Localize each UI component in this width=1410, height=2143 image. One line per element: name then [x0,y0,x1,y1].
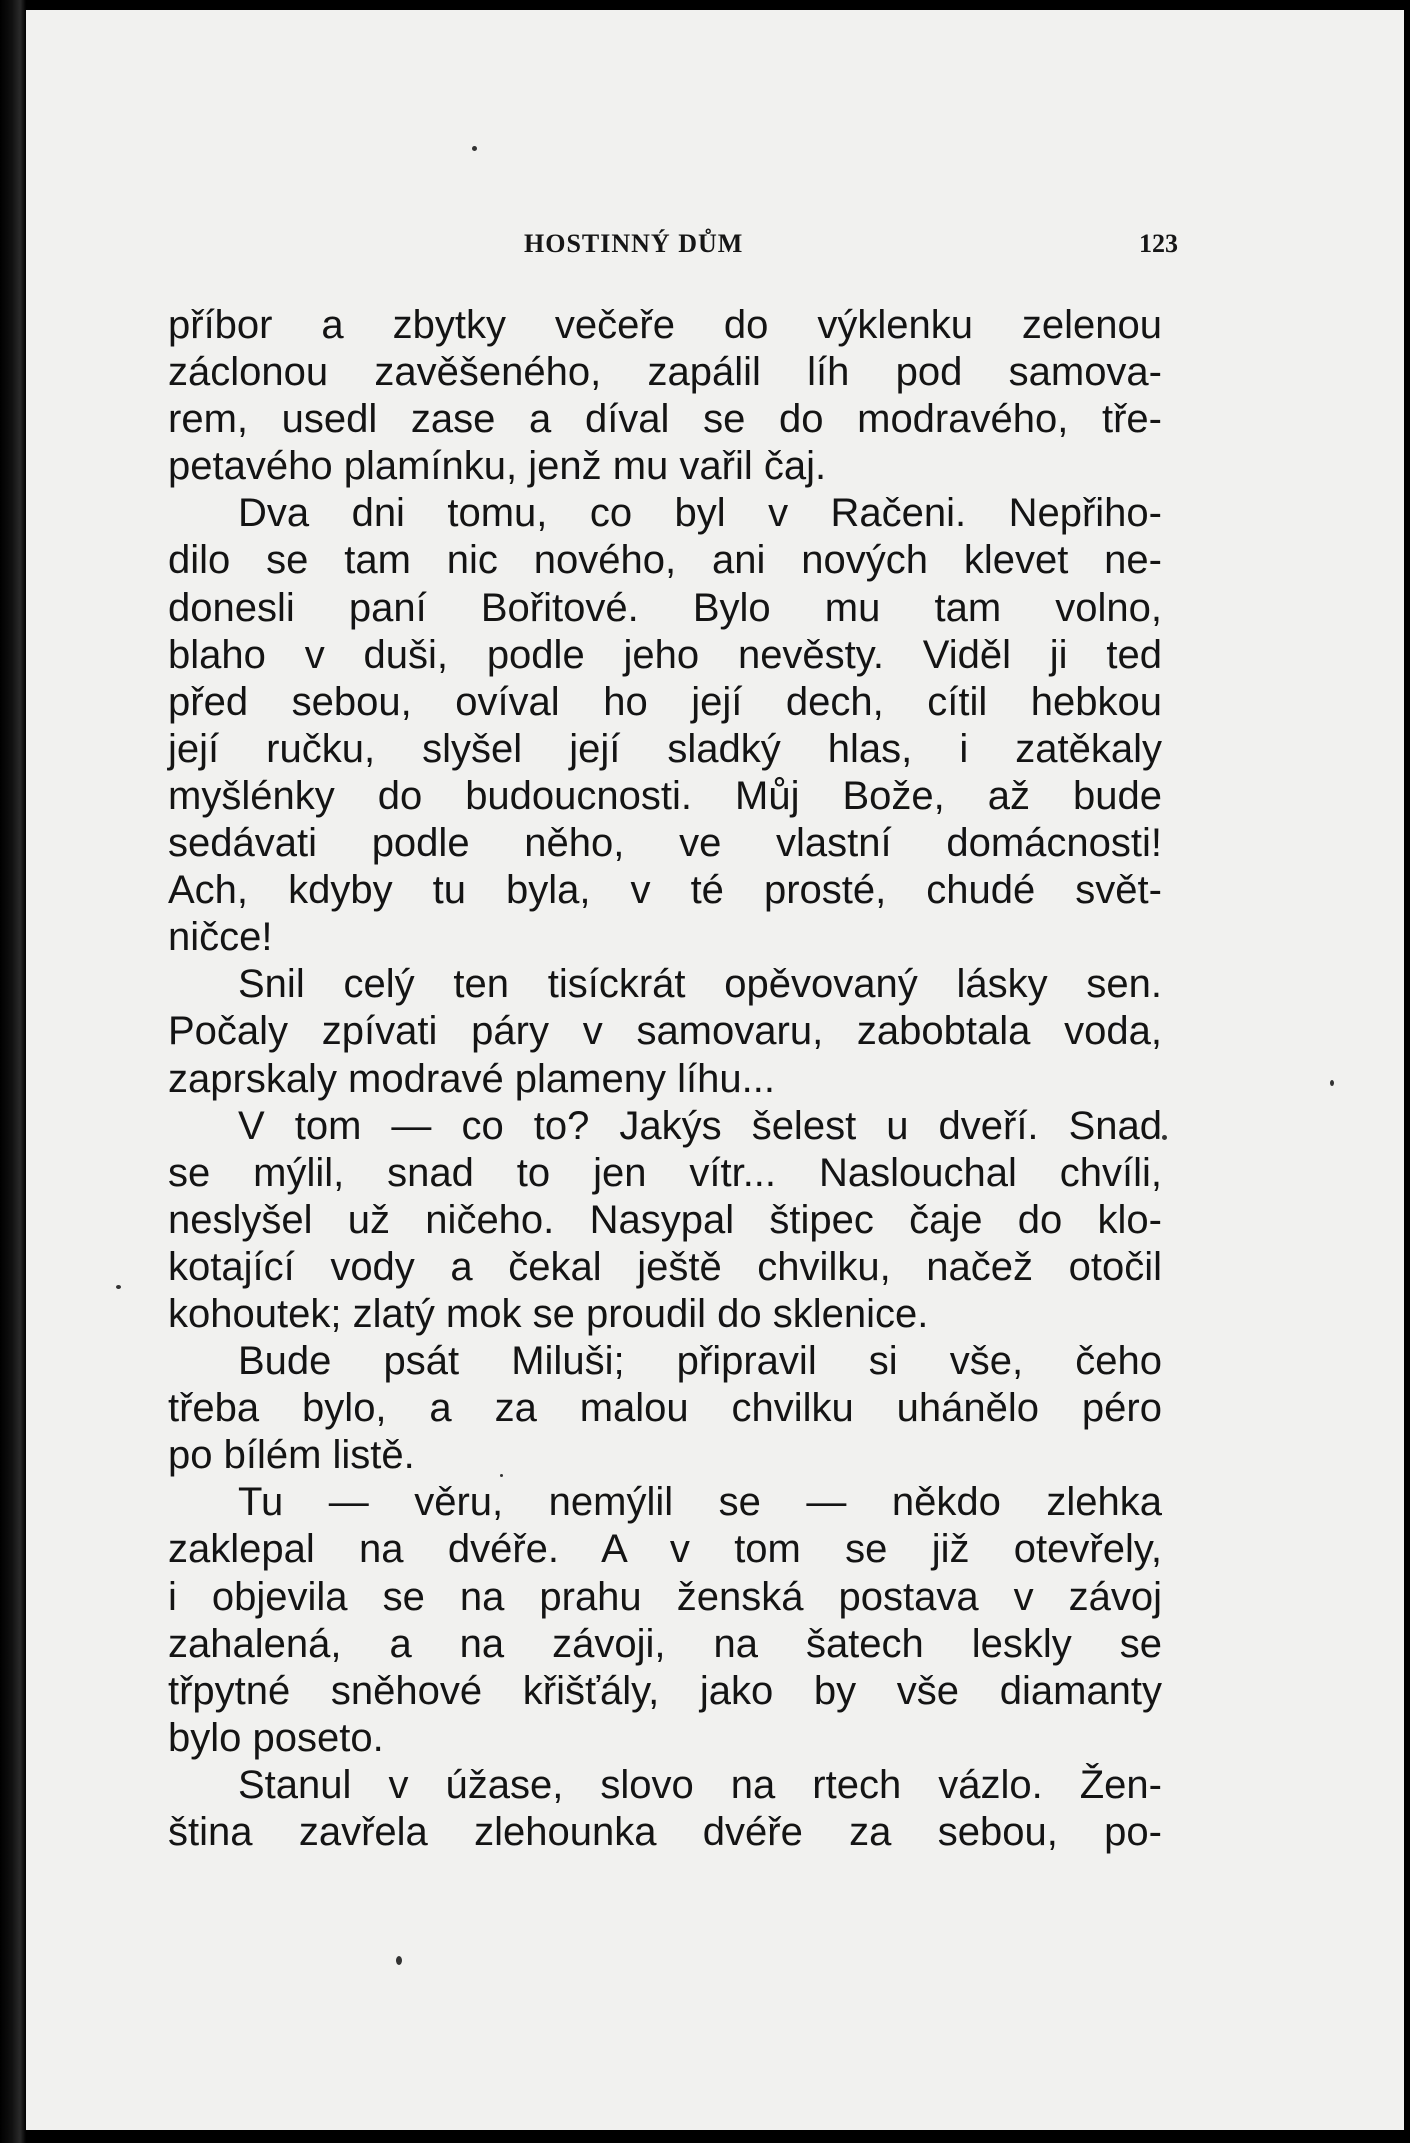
text-line: zahalená, a na závoji, na šatech leskly se [168,1621,1162,1666]
text-line: kohoutek; zlatý mok se proudil do sklenice. [168,1291,929,1336]
scan-speck [116,1285,121,1289]
running-title: HOSTINNÝ DŮM [524,229,744,258]
page-header [26,223,1404,263]
text-line: Počaly zpívati páry v samovaru, zabobtala voda, [168,1009,1162,1054]
text-line: ština zavřela zlehounka dvéře za sebou, po- [168,1810,1162,1854]
text-line: Ach, kdyby tu byla, v té prosté, chudé svět- [168,868,1162,913]
text-line: sedávati podle něho, ve vlastní domácnosti! [168,821,1162,866]
text-line: petavého plamínku, jenž mu vařil čaj. [168,444,827,489]
text-line: se mýlil, snad to jen vítr... Naslouchal chvíli, [168,1150,1162,1195]
text-line: rem, usedl zase a díval se do modravého, tře- [168,397,1162,442]
text-line: Stanul v úžase, slovo na rtech vázlo. Žen- [238,1762,1162,1807]
book-page [26,10,1404,2130]
text-line: zaklepal na dvéře. A v tom se již otevřely, [168,1527,1162,1572]
text-line: zaprskaly modravé plameny líhu... [168,1056,775,1101]
text-line: donesli paní Bořitové. Bylo mu tam volno, [168,585,1162,630]
text-line: Snil celý ten tisíckrát opěvovaný lásky sen. [238,962,1162,1007]
text-line: ničce! [168,915,273,960]
text-line: blaho v duši, podle jeho nevěsty. Viděl ji ted [168,632,1162,677]
text-line: Dva dni tomu, co byl v Račeni. Nepřiho- [238,491,1162,536]
scan-speck [1330,1080,1334,1086]
text-line: třeba bylo, a za malou chvilku uhánělo péro [168,1386,1162,1431]
text-line: záclonou zavěšeného, zapálil líh pod samova- [168,350,1162,395]
text-line: Bude psát Miluši; připravil si vše, čeho [238,1339,1162,1384]
text-line: její ručku, slyšel její sladký hlas, i zatěkaly [168,726,1162,771]
text-line: příbor a zbytky večeře do výklenku zelenou [168,303,1162,347]
book-binding-edge [0,0,26,2143]
text-line: před sebou, ovíval ho její dech, cítil hebkou [168,679,1162,724]
scan-speck [1162,1135,1167,1140]
page-number: 123 [1139,229,1178,258]
text-line: i objevila se na prahu ženská postava v závoj [168,1574,1162,1619]
text-line: neslyšel už ničeho. Nasypal štipec čaje do klo- [168,1197,1162,1242]
text-line: bylo poseto. [168,1715,384,1760]
scan-speck [472,146,477,151]
text-line: třpytné sněhové křišťály, jako by vše diamanty [168,1668,1162,1713]
text-line: kotající vody a čekal ještě chvilku, načež otočil [168,1244,1162,1289]
text-line: Tu — věru, nemýlil se — někdo zlehka [238,1480,1162,1525]
body-text [168,302,1162,1856]
text-line: V tom — co to? Jakýs šelest u dveří. Snad [238,1103,1162,1148]
text-line: myšlénky do budoucnosti. Můj Bože, až bude [168,773,1162,818]
scan-speck [396,1956,402,1965]
scan-speck [500,1474,503,1477]
text-line: dilo se tam nic nového, ani nových klevet ne- [168,538,1162,583]
text-line: po bílém listě. [168,1433,415,1478]
